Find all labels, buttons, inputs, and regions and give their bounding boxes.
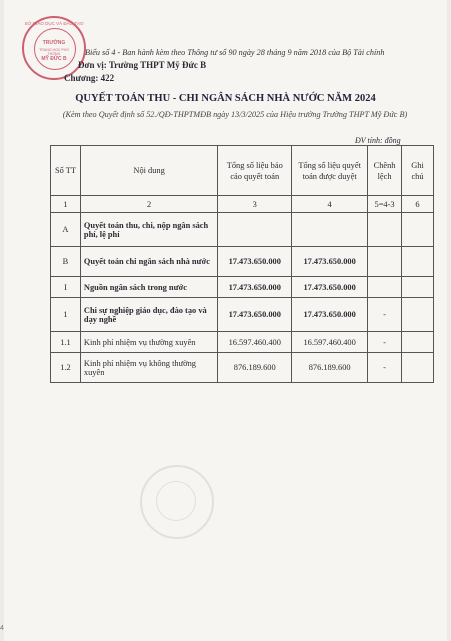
row-reported-amount: 876.189.600 <box>218 353 292 383</box>
index-cell: 3 <box>218 196 292 213</box>
row-approved-amount: 16.597.460.400 <box>292 332 368 353</box>
row-content: Quyết toán chi ngân sách nhà nước <box>80 247 217 277</box>
row-reported-amount <box>218 213 292 247</box>
row-approved-amount: 17.473.650.000 <box>292 277 368 298</box>
row-reported-amount: 17.473.650.000 <box>218 247 292 277</box>
row-reported-amount: 17.473.650.000 <box>218 277 292 298</box>
index-cell: 4 <box>292 196 368 213</box>
seal-line-2: TRUNG HỌC PHỔ THÔNG <box>39 48 69 56</box>
row-difference <box>368 247 402 277</box>
document-title: QUYẾT TOÁN THU - CHI NGÂN SÁCH NHÀ NƯỚC NĂM 2024 <box>75 93 376 104</box>
row-note <box>402 247 434 277</box>
table-row <box>51 353 434 383</box>
row-note <box>402 353 434 383</box>
decision-reference: (Kèm theo Quyết định số 52./QĐ-THPTMĐB ngày 13/3/2025 của Hiệu trưởng Trường THPT Mỹ Đức B) <box>62 110 408 119</box>
header-approved: Tổng số liệu quyết toán được duyệt <box>292 146 368 196</box>
index-cell: 1 <box>51 196 81 213</box>
row-stt: A <box>51 213 81 247</box>
table-row <box>51 277 434 298</box>
row-stt: 1 <box>51 298 81 332</box>
index-cell: 5=4-3 <box>368 196 402 213</box>
unit-name: Đơn vị: Trường THPT Mỹ Đức B <box>78 60 207 70</box>
row-content: Chi sự nghiệp giáo dục, đào tạo và dạy nghề <box>80 298 217 332</box>
row-difference: - <box>368 332 402 353</box>
row-approved-amount: 17.473.650.000 <box>292 247 368 277</box>
row-stt: I <box>51 277 81 298</box>
row-approved-amount: 17.473.650.000 <box>292 298 368 332</box>
row-difference: - <box>368 298 402 332</box>
table-header-row <box>51 146 434 196</box>
index-cell: 2 <box>80 196 217 213</box>
table-row <box>51 298 434 332</box>
row-content: Nguồn ngân sách trong nước <box>80 277 217 298</box>
index-cell: 6 <box>402 196 434 213</box>
row-note <box>402 298 434 332</box>
chapter-code: Chương: 422 <box>64 73 115 83</box>
header-content: Nội dung <box>80 146 217 196</box>
seal-line-3: MỸ ĐỨC B <box>41 56 67 62</box>
header-note: Ghi chú <box>402 146 434 196</box>
seal-line-1: TRƯỜNG <box>42 40 66 46</box>
school-seal-stamp <box>22 16 86 80</box>
row-content: Kinh phí nhiệm vụ thường xuyên <box>80 332 217 353</box>
header-stt: Số TT <box>51 146 81 196</box>
table-row <box>51 332 434 353</box>
row-content: Kinh phí nhiệm vụ không thường xuyên <box>80 353 217 383</box>
seal-outer-text: SỞ GIÁO DỤC VÀ ĐÀO TẠO <box>24 21 84 26</box>
row-approved-amount <box>292 213 368 247</box>
row-reported-amount: 17.473.650.000 <box>218 298 292 332</box>
settlement-table <box>50 145 434 383</box>
table-index-row <box>51 196 434 213</box>
row-approved-amount: 876.189.600 <box>292 353 368 383</box>
row-difference <box>368 213 402 247</box>
header-reported: Tổng số liệu báo cáo quyết toán <box>218 146 292 196</box>
faint-seal-bleedthrough <box>140 465 214 539</box>
table-body <box>51 213 434 383</box>
table-row <box>51 213 434 247</box>
table-row <box>51 247 434 277</box>
header-difference: Chênh lệch <box>368 146 402 196</box>
page-number: 4 <box>0 625 4 632</box>
unit-of-measure-note: ĐV tính: đồng <box>355 136 401 145</box>
row-note <box>402 277 434 298</box>
row-difference: - <box>368 353 402 383</box>
row-note <box>402 213 434 247</box>
row-stt: 1.1 <box>51 332 81 353</box>
row-note <box>402 332 434 353</box>
row-stt: B <box>51 247 81 277</box>
row-reported-amount: 16.597.460.400 <box>218 332 292 353</box>
row-content: Quyết toán thu, chi, nộp ngân sách phí, lệ phí <box>80 213 217 247</box>
row-difference <box>368 277 402 298</box>
row-stt: 1.2 <box>51 353 81 383</box>
form-reference: Biểu số 4 - Ban hành kèm theo Thông tư số 90 ngày 28 tháng 9 năm 2018 của Bộ Tài chính <box>85 48 385 57</box>
